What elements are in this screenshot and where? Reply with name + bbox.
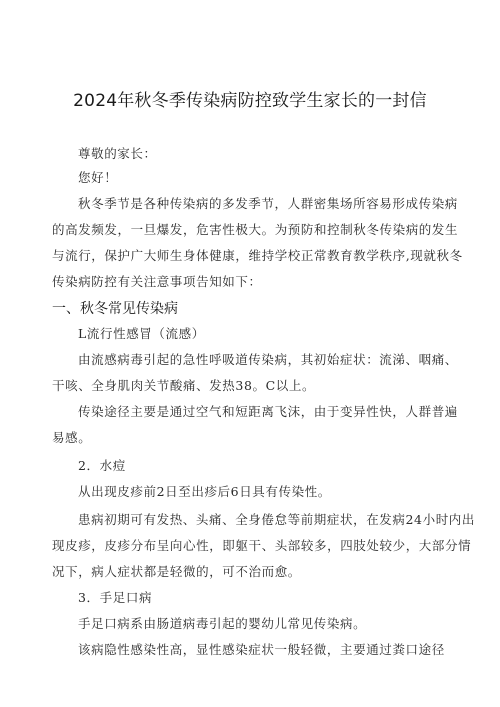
flu-symptoms-line: 干咳、全身肌肉关节酸痛、发热38。C以上。 bbox=[52, 378, 316, 393]
hfmd-symptoms-line: 该病隐性感染性高，显性感染症状一般轻微，主要通过粪口途径 bbox=[78, 642, 445, 657]
intro-line: 与流行，保护广大师生身体健康，维持学校正常教育教学秩序,现就秋冬 bbox=[52, 248, 463, 263]
intro-line: 秋冬季节是各种传染病的多发季节，人群密集场所容易形成传染病 bbox=[78, 196, 458, 211]
hfmd-definition-line: 手足口病系由肠道病毒引起的婴幼儿常见传染病。 bbox=[78, 616, 367, 631]
chickenpox-symptoms-line: 况下，病人症状都是轻微的，可不治而愈。 bbox=[52, 564, 301, 579]
flu-transmission-line: 易感。 bbox=[52, 430, 92, 445]
hfmd-heading: 3．手足口病 bbox=[78, 590, 153, 605]
letter-title: 2024年秋冬季传染病防控致学生家长的一封信 bbox=[73, 91, 427, 111]
intro-line: 的高发频发，一旦爆发，危害性极大。为预防和控制秋冬传染病的发生 bbox=[52, 222, 459, 237]
flu-symptoms-line: 由流感病毒引起的急性呼吸道传染病，其初始症状：流涕、咽痛、 bbox=[78, 352, 458, 367]
intro-line: 传染病防控有关注意事项告知如下： bbox=[52, 274, 262, 289]
chickenpox-symptoms-line: 患病初期可有发热、头痛、全身倦怠等前期症状，在发病24小时内出 bbox=[78, 512, 476, 527]
section-heading: 一、秋冬常见传染病 bbox=[52, 301, 178, 317]
flu-heading: L流行性感冒（流感） bbox=[78, 326, 205, 341]
chickenpox-infectious-line: 从出现皮疹前2日至出疹后6日具有传染性。 bbox=[78, 484, 331, 499]
greeting: 尊敬的家长： bbox=[78, 146, 157, 161]
flu-transmission-line: 传染途径主要是通过空气和短距离飞沫，由于变异性快，人群普遍 bbox=[78, 404, 458, 419]
chickenpox-symptoms-line: 现皮疹，皮疹分布呈向心性，即躯干、头部较多，四肢处较少，大部分情 bbox=[52, 538, 472, 553]
hello-line: 您好！ bbox=[78, 170, 118, 185]
chickenpox-heading: 2．水痘 bbox=[78, 458, 126, 473]
